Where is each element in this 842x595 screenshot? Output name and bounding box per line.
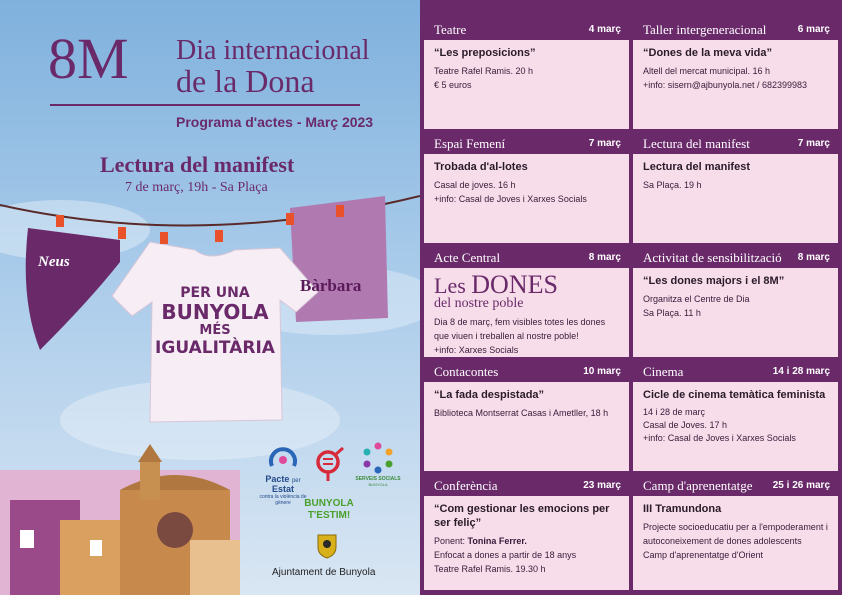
- event-body: [633, 268, 838, 320]
- event-line: Casal de joves. 16 h: [434, 180, 516, 190]
- lectura-sub: 7 de març, 19h - Sa Plaça: [125, 180, 268, 195]
- event-header: [633, 476, 838, 496]
- title-les: Les: [434, 273, 466, 298]
- event-header: [633, 362, 838, 382]
- event-body: [424, 382, 629, 420]
- coat-of-arms-icon: [316, 533, 338, 564]
- event-title: Lectura del manifest: [643, 161, 750, 173]
- event-title: Cicle de cinema temàtica feminista: [643, 389, 826, 401]
- event-body: [633, 382, 838, 445]
- event-header: [424, 476, 629, 496]
- programa-label: Programa d'actes - Març 2023: [176, 114, 374, 130]
- event-line: € 5 euros: [434, 80, 472, 90]
- event-line: Sa Plaça. 11 h: [643, 308, 701, 318]
- event-body: [424, 40, 629, 92]
- event-card: [424, 476, 629, 590]
- event-line: Camp d'aprenentatge d'Orient: [643, 550, 764, 560]
- event-header: [633, 20, 838, 40]
- event-subtitle: del nostre poble: [434, 296, 524, 311]
- event-title: Dia internacional de la Dona: [176, 35, 370, 99]
- event-date: 10 març: [583, 366, 621, 377]
- event-date: 7 març: [588, 138, 621, 149]
- pacte-estat-logo: Pacte per Estat contra la violència de gènere: [258, 446, 308, 506]
- event-line: Teatre Rafel Ramis. 20 h: [434, 66, 534, 76]
- ponent-label: Ponent:: [434, 536, 466, 546]
- shirt-slogan: PER UNA BUNYOLA MÉS IGUALITÀRIA: [155, 285, 275, 358]
- event-title: Trobada d'al-lotes: [434, 161, 528, 173]
- flag-neus: Neus: [38, 254, 70, 270]
- event-line: Sa Plaça. 19 h: [643, 180, 702, 190]
- event-category: Lectura del manifest: [643, 136, 750, 151]
- event-body: [633, 40, 838, 92]
- event-card: [633, 134, 838, 243]
- event-title: “La fada despistada”: [434, 389, 545, 401]
- event-category: Espai Femení: [434, 136, 506, 151]
- event-date: 7 març: [797, 138, 830, 149]
- event-line: Casal de Joves. 17 h: [643, 420, 728, 430]
- event-date: 4 març: [588, 24, 621, 35]
- event-body: [633, 496, 838, 562]
- event-category: Acte Central: [434, 250, 501, 265]
- event-line: +info: Xarxes Socials: [434, 345, 519, 355]
- event-category: Teatre: [434, 22, 467, 37]
- event-title: “Dones de la meva vida”: [643, 47, 772, 59]
- event-card: [633, 20, 838, 129]
- event-body: [424, 268, 629, 357]
- title-dones: DONES: [471, 270, 558, 299]
- serveis-socials-logo: SERVEIS SOCIALS BUNYOLA: [346, 440, 410, 487]
- event-category: Activitat de sensibilització: [643, 250, 782, 265]
- big-8m: 8M: [48, 26, 129, 91]
- lectura-title: Lectura del manifest: [100, 152, 295, 177]
- event-card: [633, 362, 838, 471]
- gender-equality-icon: [312, 446, 348, 487]
- event-body: [424, 154, 629, 206]
- event-line: Projecte socioeducatiu per a l'empoderament i autoconeixement de dones adolescents: [643, 522, 828, 546]
- event-line: +info: sisern@ajbunyola.net / 682399983: [643, 80, 808, 90]
- event-header: [424, 20, 629, 40]
- event-body: [424, 496, 629, 576]
- event-title: “Les dones majors i el 8M”: [643, 275, 785, 287]
- event-date: 6 març: [797, 24, 830, 35]
- event-date: 8 març: [588, 252, 621, 263]
- event-category: Cinema: [643, 364, 684, 379]
- event-title: “Com gestionar les emocions per ser feliç”: [434, 503, 610, 529]
- event-title: [434, 270, 619, 299]
- event-card: [424, 248, 629, 357]
- bunyola-testim-logo: BUNYOLA T'ESTIM!: [304, 498, 354, 521]
- event-card: [633, 476, 838, 590]
- event-date: 14 i 28 març: [772, 366, 830, 377]
- event-header: [424, 362, 629, 382]
- event-line: Enfocat a dones a partir de 18 anys: [434, 550, 577, 560]
- event-card: [424, 134, 629, 243]
- event-date: 25 i 26 març: [772, 480, 830, 491]
- event-line: 14 i 28 de març: [643, 407, 706, 417]
- event-header: [424, 248, 629, 268]
- event-line-ponent: [434, 534, 619, 548]
- event-category: Taller intergeneracional: [643, 22, 767, 37]
- event-header: [633, 248, 838, 268]
- poster-panel: [0, 0, 420, 595]
- event-line: Organitza el Centre de Dia: [643, 294, 750, 304]
- event-title: “Les preposicions”: [434, 47, 536, 59]
- title-rule: [50, 104, 360, 106]
- ponent-name: Tonina Ferrer.: [467, 536, 527, 546]
- event-category: Conferència: [434, 478, 498, 493]
- event-line: Biblioteca Montserrat Casas i Ametller, 18 h: [434, 408, 609, 418]
- event-category: Contacontes: [434, 364, 499, 379]
- event-line: Dia 8 de març, fem visibles totes les dones que viuen i treballen al nostre poble!: [434, 317, 606, 341]
- event-header: [424, 134, 629, 154]
- event-header: [633, 134, 838, 154]
- flag-barbara: Bàrbara: [300, 276, 362, 295]
- ajuntament-label: Ajuntament de Bunyola: [272, 567, 376, 578]
- event-title: III Tramundona: [643, 503, 722, 515]
- event-card: [633, 248, 838, 357]
- event-body: [633, 154, 838, 192]
- event-category: Camp d'aprenentatge: [643, 478, 753, 493]
- event-card: [424, 20, 629, 129]
- event-line: Altell del mercat municipal. 16 h: [643, 66, 771, 76]
- event-line: +info: Casal de Joves i Xarxes Socials: [643, 433, 796, 443]
- event-card: [424, 362, 629, 471]
- event-date: 8 març: [797, 252, 830, 263]
- event-date: 23 març: [583, 480, 621, 491]
- event-line: +info: Casal de Joves i Xarxes Socials: [434, 194, 587, 204]
- event-line: Teatre Rafel Ramis. 19.30 h: [434, 564, 546, 574]
